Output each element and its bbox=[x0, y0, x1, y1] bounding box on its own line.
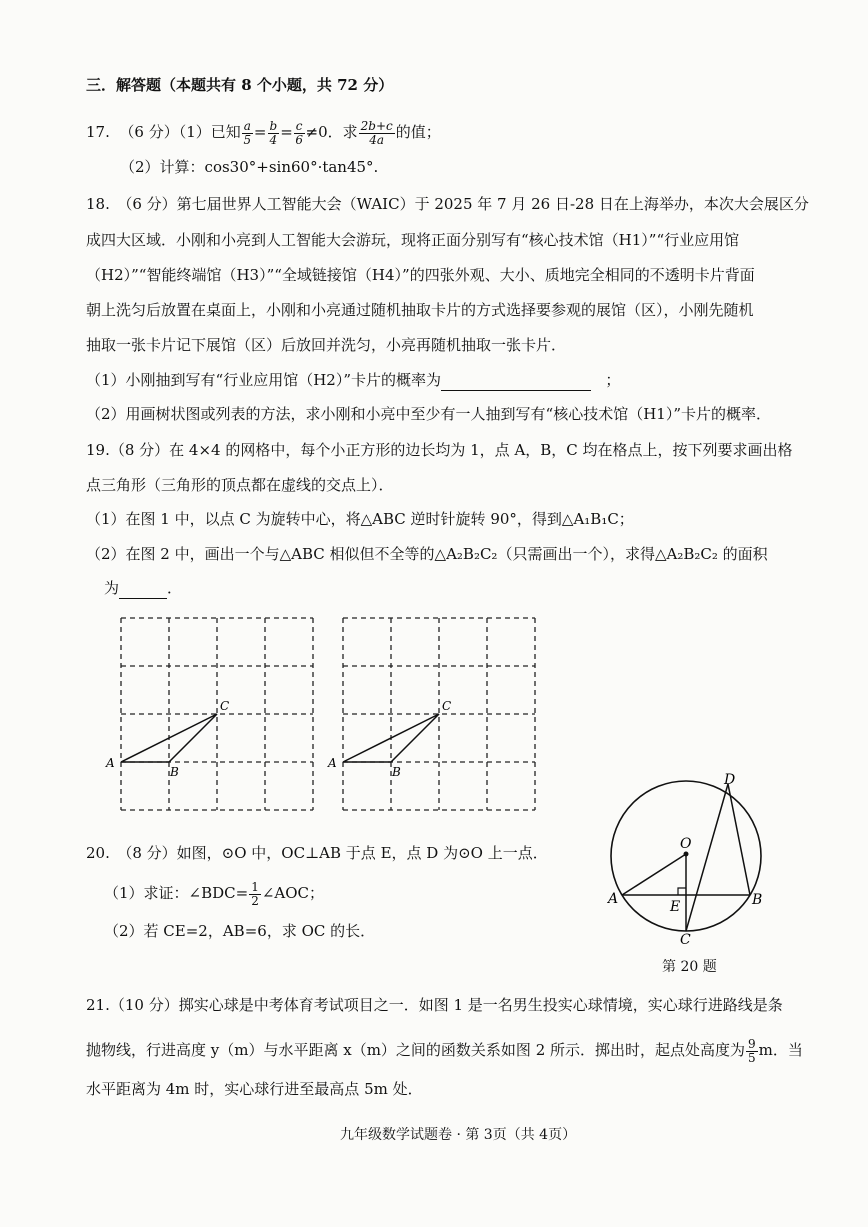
equals: = bbox=[253, 123, 267, 141]
q18-line5: 抽取一张卡片记下展馆（区）后放回并洗匀，小亮再随机抽取一张卡片． bbox=[86, 336, 567, 354]
fraction-a-5: $\frac{a}{5}$ bbox=[243, 118, 252, 147]
q19-line2: 点三角形（三角形的顶点都在虚线的交点上）． bbox=[86, 476, 394, 494]
q18-part1: （1）小刚抽到写有“行业应用馆（H2）”卡片的概率为 ； bbox=[86, 371, 621, 389]
section-heading: 三．解答题（本题共有 8 个小题，共 72 分） bbox=[86, 76, 394, 94]
fraction-c-6: $\frac{c}{6}$ bbox=[295, 118, 303, 147]
center-dot bbox=[684, 852, 689, 857]
segment-oa bbox=[622, 854, 686, 895]
answer-blank[interactable] bbox=[441, 390, 591, 391]
equals: = bbox=[280, 123, 293, 141]
label-b: B bbox=[752, 892, 763, 908]
q17-part1 bbox=[86, 112, 441, 152]
area-answer-blank[interactable] bbox=[119, 598, 167, 599]
grid-figure-2 bbox=[322, 610, 552, 820]
q19-part2: （2）在图 2 中，画出一个与△ABC 相似但不全等的△A₂B₂C₂（只需画出一个），求得△A₂B₂C₂ 的面积 bbox=[86, 545, 768, 563]
not-equal-zero: ≠0．求 bbox=[305, 123, 358, 141]
label-c: C bbox=[220, 699, 230, 713]
label-a: A bbox=[328, 756, 337, 770]
right-angle-mark bbox=[678, 888, 686, 895]
page-footer: 九年级数学试题卷 · 第 3页（共 4页） bbox=[340, 1127, 577, 1143]
segment-db bbox=[728, 784, 750, 895]
label-a: A bbox=[106, 756, 115, 770]
q18-line1: 18. （6 分）第七届世界人工智能大会（WAIC）于 2025 年 7 月 26 日-28 日在上海举办，本次大会展区分 bbox=[86, 195, 809, 213]
q20-line1: 20. （8 分）如图，⊙O 中，OC⊥AB 于点 E，点 D 为⊙O 上一点． bbox=[86, 844, 548, 862]
q18-part2: （2）用画树状图或列表的方法，求小刚和小亮中至少有一人抽到写有“核心技术馆（H1）”卡片的概率． bbox=[86, 405, 772, 423]
q17-score: （6 分） bbox=[119, 123, 179, 141]
label-c: C bbox=[680, 932, 691, 948]
q21-line2: 抛物线，行进高度 y（m）与水平距离 x（m）之间的函数关系如图 2 所示．掷出时，起点处高度为 $\frac{9}{5}$ m．当 bbox=[86, 1036, 803, 1065]
figure-caption: 第 20 题 bbox=[662, 959, 717, 975]
q17-number: 17. bbox=[86, 123, 110, 141]
label-o: O bbox=[680, 836, 692, 852]
label-c: C bbox=[442, 699, 452, 713]
q21-line1: 21.（10 分）掷实心球是中考体育考试项目之一．如图 1 是一名男生投实心球情境，实心球行进路线是条 bbox=[86, 996, 783, 1014]
grid-figure-1 bbox=[100, 610, 330, 820]
q18-line2: 成四大区域．小刚和小亮到人工智能大会游玩，现将正面分别写有“核心技术馆（H1）”“行业应用馆 bbox=[86, 231, 740, 249]
label-b: B bbox=[392, 765, 401, 779]
q19-part1: （1）在图 1 中，以点 C 为旋转中心，将△ABC 逆时针旋转 90°，得到△A₁B₁C； bbox=[86, 510, 634, 528]
q19-part2-end: 为 ． bbox=[104, 579, 183, 597]
q17-p1-prefix: （1）已知 bbox=[178, 123, 241, 141]
q17-part2: （2）计算：cos30°+sin60°·tan45°. bbox=[120, 158, 379, 176]
fraction-b-4: $\frac{b}{4}$ bbox=[269, 118, 278, 147]
label-d: D bbox=[724, 772, 736, 788]
q17-p1-suffix: 的值； bbox=[395, 123, 441, 141]
q20-part1: （1）求证：∠BDC= $\frac{1}{2}$ ∠AOC； bbox=[104, 879, 325, 908]
fraction-nine-fifths: $\frac{9}{5}$ bbox=[748, 1036, 756, 1065]
q20-part2: （2）若 CE=2，AB=6，求 OC 的长． bbox=[104, 922, 376, 940]
circle-figure bbox=[600, 770, 780, 950]
q18-line3: （H2）”“智能终端馆（H3）”“全域链接馆（H4）”的四张外观、大小、质地完全相同的不透明卡片背面 bbox=[86, 266, 755, 284]
fraction-expression: $\frac{2b+c}{4a}$ bbox=[360, 118, 393, 147]
q18-line4: 朝上洗匀后放置在桌面上，小刚和小亮通过随机抽取卡片的方式选择要参观的展馆（区），小刚先随机 bbox=[86, 301, 754, 319]
q21-line3: 水平距离为 4m 时，实心球行进至最高点 5m 处． bbox=[86, 1080, 423, 1098]
label-a: A bbox=[608, 891, 619, 907]
fraction-one-half: $\frac{1}{2}$ bbox=[251, 879, 259, 908]
q19-line1: 19.（8 分）在 4×4 的网格中，每个小正方形的边长均为 1，点 A，B，C 均在格点上，按下列要求画出格 bbox=[86, 441, 793, 459]
label-b: B bbox=[170, 765, 179, 779]
label-e: E bbox=[670, 899, 681, 915]
segment-dc bbox=[686, 784, 728, 931]
